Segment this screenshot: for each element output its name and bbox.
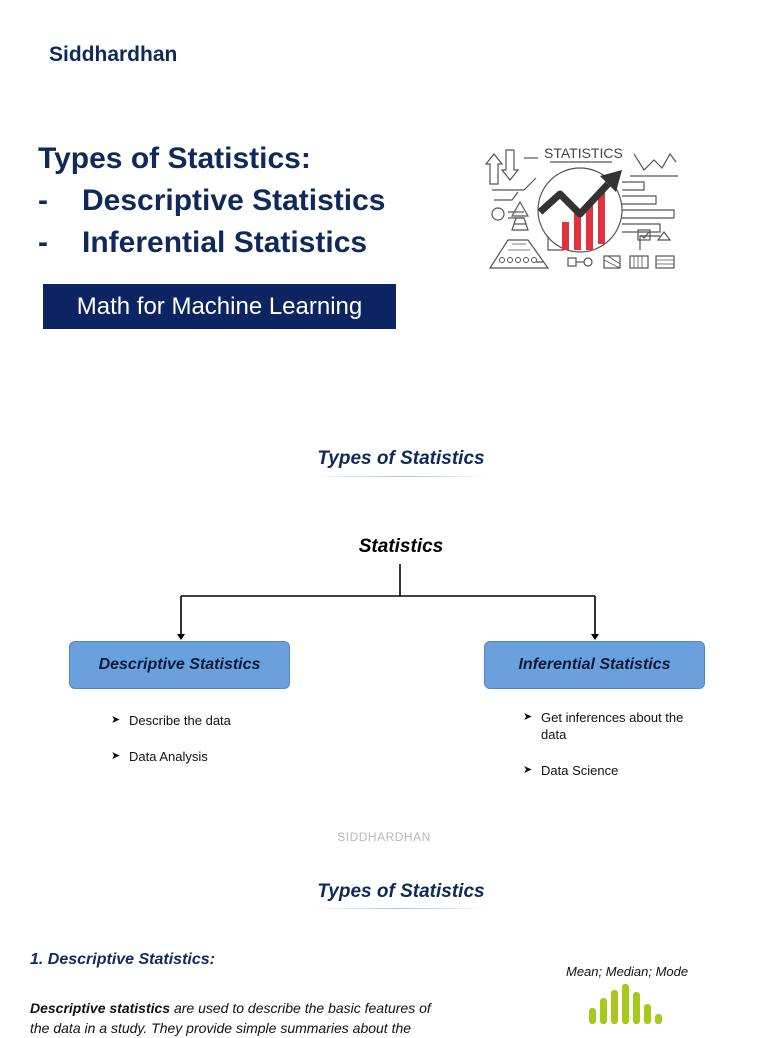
bullet-dash: - — [38, 184, 48, 217]
author-name: Siddhardhan — [49, 43, 178, 66]
bullet-text: Get inferences about the data — [541, 710, 684, 742]
arrow-bullet-icon: ➤ — [523, 764, 533, 776]
title-item-inferential — [38, 222, 385, 264]
course-banner: Math for Machine Learning — [43, 284, 396, 329]
bold-term: Descriptive statistics — [30, 1000, 171, 1016]
diagram-connectors — [0, 560, 768, 650]
node-descriptive-statistics: Descriptive Statistics — [69, 641, 290, 689]
arrow-bullet-icon: ➤ — [523, 711, 533, 723]
heading-underline — [312, 476, 490, 477]
title-item-label: Inferential Statistics — [82, 226, 368, 259]
list-item — [523, 762, 698, 779]
figure-label: Mean; Median; Mode — [566, 964, 689, 979]
node-inferential-statistics: Inferential Statistics — [484, 641, 705, 689]
bullet-text: Data Science — [541, 763, 619, 778]
title-item-descriptive — [38, 180, 385, 222]
subheading-descriptive: 1. Descriptive Statistics: — [30, 951, 215, 968]
distribution-bars-icon — [585, 982, 665, 1024]
heading-underline — [312, 908, 490, 909]
list-item — [523, 709, 698, 743]
arrow-bullet-icon: ➤ — [111, 750, 121, 762]
right-bullets — [523, 709, 698, 798]
bullet-text: Data Analysis — [129, 749, 208, 764]
statistics-illustration-icon — [484, 140, 680, 272]
section-heading: Types of Statistics — [317, 448, 485, 469]
illustration-label: STATISTICS — [544, 145, 623, 161]
section-heading: Types of Statistics — [317, 881, 485, 902]
watermark: SIDDHARDHAN — [337, 830, 431, 844]
title-block — [38, 138, 385, 264]
bullet-text: Describe the data — [129, 713, 231, 728]
arrow-bullet-icon: ➤ — [111, 714, 121, 726]
left-bullets — [111, 712, 311, 784]
list-item — [111, 712, 311, 729]
bullet-dash: - — [38, 226, 48, 259]
paragraph-text: are used to describe the basic features of the data in a study. They provide simple summaries about the — [30, 1000, 431, 1036]
title-item-label: Descriptive Statistics — [82, 184, 386, 217]
page-title: Types of Statistics: — [38, 142, 311, 175]
list-item — [111, 748, 311, 765]
description-paragraph — [30, 998, 440, 1038]
diagram-root: Statistics — [358, 536, 444, 557]
